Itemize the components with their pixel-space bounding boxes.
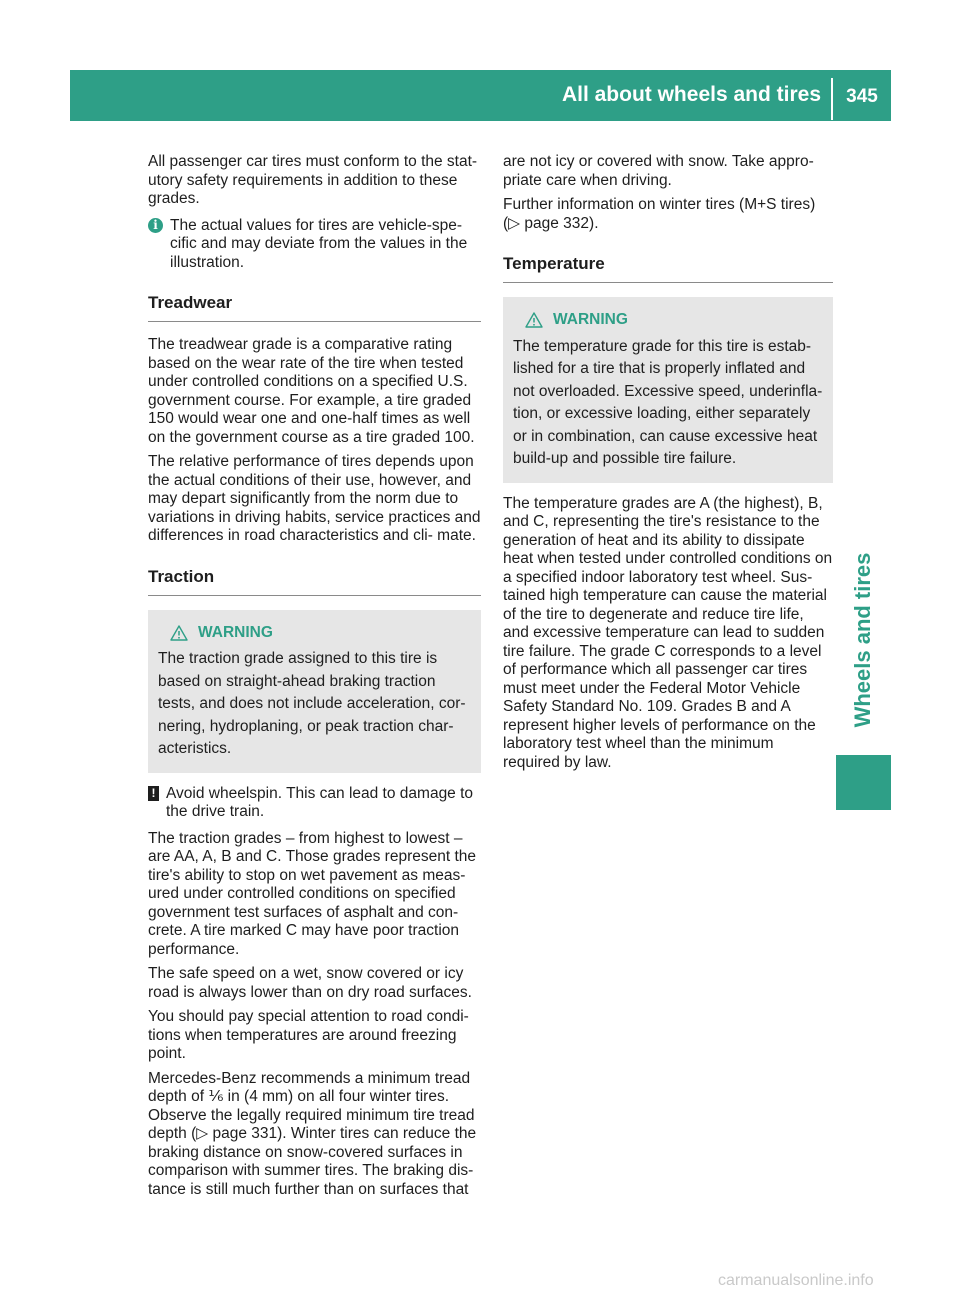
traction-warning-label: WARNING [198, 623, 273, 641]
side-tab-marker [836, 755, 891, 810]
caution-note-text: Avoid wheelspin. This can lead to damage to the drive train. [166, 784, 474, 820]
header-divider [831, 78, 833, 120]
winter-tires-reference: Further information on winter tires (M+S tires) (▷ page 332). [503, 196, 816, 232]
treadwear-paragraph-2: The relative performance of tires depends upon the actual conditions of their use, however, and may depart significantly from the norm due to variations in driving habits, service practices and differences in road characteristics and cli- mate. [148, 453, 481, 544]
traction-warning-box [148, 610, 481, 773]
continued-paragraph: are not icy or covered with snow. Take appro- priate care when driving. [503, 153, 814, 189]
side-tab [836, 535, 891, 745]
header-bar [70, 70, 891, 121]
temperature-warning-box [503, 297, 833, 483]
heading-traction: Traction [148, 566, 481, 596]
header-title: All about wheels and tires [561, 83, 821, 106]
traction-paragraph-1: The traction grades – from highest to lowest – are AA, A, B and C. Those grades represent the tire's ability to stop on wet pavement as meas- ured under controlled conditions on specified government test surfaces of asphalt and con- crete. A tire marked C may have poor traction performance. [148, 829, 476, 958]
heading-temperature: Temperature [503, 253, 833, 283]
traction-paragraph-3: You should pay special attention to road condi- tions when temperatures are around freezing point. [148, 1008, 469, 1062]
info-icon: i [148, 218, 163, 233]
traction-warning-header [158, 622, 471, 645]
right-column [503, 153, 833, 778]
temperature-warning-text: The temperature grade for this tire is estab- lished for a tire that is properly inflated and not overloaded. Excessive speed, underinfla- tion, or excessive loading, either separately or in combination, can cause excessive heat build-up and possible tire failure. [513, 337, 823, 467]
info-note-text: The actual values for tires are vehicle-spe- cific and may deviate from the values in the illustration. [170, 216, 468, 271]
traction-paragraph-2: The safe speed on a wet, snow covered or icy road is always lower than on dry road surfaces. [148, 965, 472, 1001]
page-number: 345 [846, 86, 878, 107]
caution-note [148, 785, 481, 822]
treadwear-paragraph-1: The treadwear grade is a comparative rating based on the wear rate of the tire when tested under controlled conditions on a specified U.S. government course. For example, a tire graded 150 would wear one and one-half times as well on the government course as a tire graded 100. [148, 336, 475, 446]
intro-paragraph: All passenger car tires must conform to the stat- utory safety requirements in addition to these grades. [148, 153, 478, 207]
side-tab-label: Wheels and tires [850, 552, 875, 728]
temperature-paragraph: The temperature grades are A (the highest), B, and C, representing the tire's resistance to the generation of heat and its ability to dissipate heat when tested under controlled conditions on a specified indoor laboratory test wheel. Sus- tained high temperature can cause the material of the tire to degenerate and reduce tire life, and excessive temperature can lead to sudden tire failure. The grade C corresponds to a level of performance which all passenger car tires must meet under the Federal Motor Vehicle Safety Standard No. 109. Grades B and A represent higher levels of performance on the laboratory test wheel than the minimum required by law. [503, 494, 833, 771]
temperature-warning-label: WARNING [553, 311, 628, 328]
traction-paragraph-4: Mercedes-Benz recommends a minimum tread depth of ⅙ in (4 mm) on all four winter tires. Observe the legally required minimum tire tread depth (▷ page 331). Winter tires can reduce the braking distance on snow-covered surfaces in comparison with summer tires. The braking dis- tance is still much further than on surfaces that [148, 1069, 477, 1198]
traction-warning-text: The traction grade assigned to this tire is based on straight-ahead braking traction tests, and does not include acceleration, cor- nering, hydroplaning, or peak traction char- acteristics. [158, 650, 466, 757]
exclamation-icon: ! [148, 786, 159, 801]
heading-treadwear: Treadwear [148, 292, 481, 322]
warning-triangle-icon [525, 312, 543, 328]
left-column [148, 153, 481, 1205]
temperature-warning-header [513, 309, 823, 332]
info-note [148, 217, 481, 273]
watermark: carmanualsonline.info [718, 1272, 874, 1289]
warning-triangle-icon [170, 625, 188, 641]
